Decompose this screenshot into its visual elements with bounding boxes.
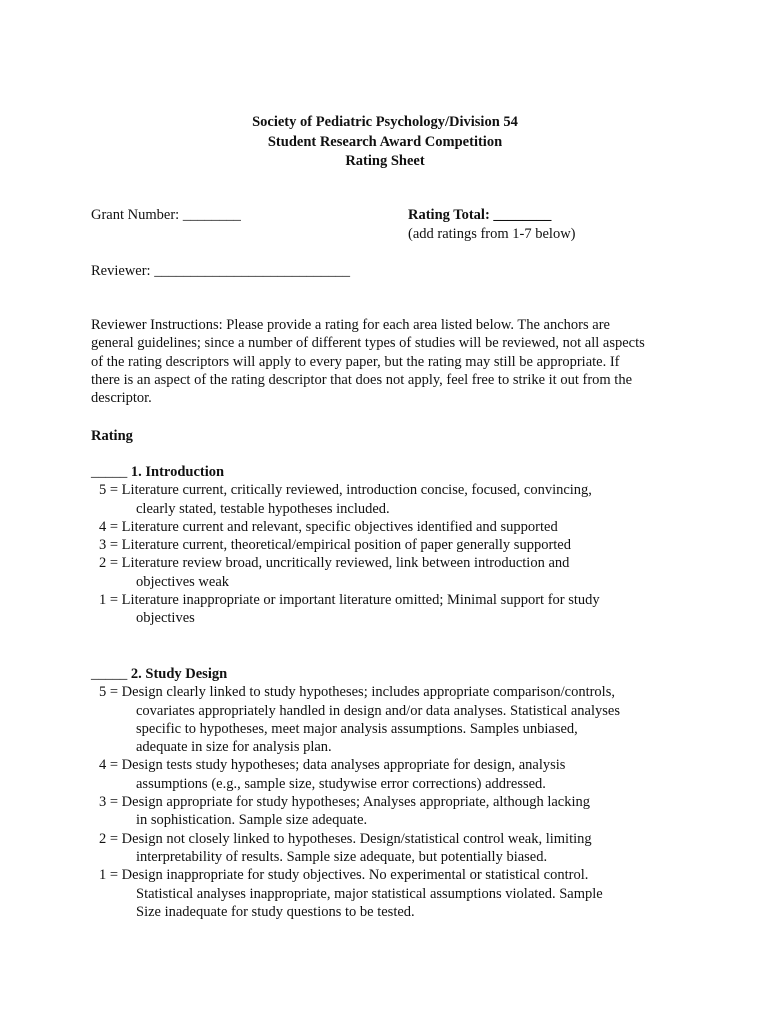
rating-anchor: 2 = Literature review broad, uncritically reviewed, link between introduction and: [99, 555, 570, 572]
rating-total-blank[interactable]: ________: [493, 207, 552, 223]
grant-number-blank[interactable]: ________: [182, 207, 241, 223]
rating-anchor: 1 = Literature inappropriate or important literature omitted; Minimal support for study: [99, 592, 600, 609]
section-introduction: [91, 463, 711, 628]
header-competition: Student Research Award Competition: [267, 133, 503, 150]
rating-anchor-continued: objectives: [136, 610, 195, 627]
rating-anchor-continued: Statistical analyses inappropriate, major statistical assumptions violated. Sample: [136, 885, 603, 902]
instructions-line: of the rating descriptors will apply to every paper, but the rating may still be appropriate. If: [91, 353, 620, 370]
header-title: Rating Sheet: [345, 153, 425, 169]
rating-anchor: 4 = Literature current and relevant, specific objectives identified and supported: [99, 518, 558, 535]
rating-blank[interactable]: _____: [91, 666, 128, 682]
grant-number-label: Grant Number:: [91, 207, 180, 223]
reviewer-instructions: [91, 316, 691, 407]
rating-anchor: 5 = Literature current, critically reviewed, introduction concise, focused, convincing,: [99, 482, 592, 499]
rating-anchor: 5 = Design clearly linked to study hypotheses; includes appropriate comparison/controls,: [99, 684, 615, 701]
rating-anchor-continued: Size inadequate for study questions to be tested.: [136, 903, 415, 920]
instructions-line: general guidelines; since a number of different types of studies will be reviewed, not all aspects: [91, 335, 645, 352]
rating-total-label: Rating Total:: [408, 207, 490, 223]
rating-blank[interactable]: _____: [91, 464, 128, 480]
rating-anchor-continued: clearly stated, testable hypotheses included.: [136, 500, 390, 517]
rating-anchor: 2 = Design not closely linked to hypotheses. Design/statistical control weak, limiting: [99, 830, 592, 847]
section-title: [91, 463, 711, 481]
instructions-line: there is an aspect of the rating descriptor that does not apply, feel free to strike it out from the: [91, 371, 633, 388]
rating-anchor-continued: assumptions (e.g., sample size, studywise error corrections) addressed.: [136, 775, 546, 792]
rating-anchor: 3 = Literature current, theoretical/empirical position of paper generally supported: [99, 537, 571, 554]
rating-anchor: 1 = Design inappropriate for study objectives. No experimental or statistical control.: [99, 867, 589, 884]
document-header: [0, 113, 770, 172]
reviewer-field: [91, 262, 350, 280]
reviewer-blank[interactable]: ___________________________: [154, 263, 350, 279]
rating-anchor-continued: objectives weak: [136, 573, 230, 590]
rating-total-note: (add ratings from 1-7 below): [408, 226, 576, 242]
rating-anchor-continued: adequate in size for analysis plan.: [136, 739, 332, 756]
instructions-line: descriptor.: [91, 390, 152, 407]
rating-anchor-continued: interpretability of results. Sample size adequate, but potentially biased.: [136, 848, 548, 865]
section-name: 1. Introduction: [130, 464, 225, 480]
rating-anchor: 3 = Design appropriate for study hypotheses; Analyses appropriate, although lacking: [99, 794, 590, 811]
rating-anchor-continued: specific to hypotheses, meet major analysis assumptions. Samples unbiased,: [136, 720, 578, 737]
section-study-design: [91, 665, 711, 921]
reviewer-label: Reviewer:: [91, 263, 151, 279]
header-society: Society of Pediatric Psychology/Division 54: [252, 114, 518, 130]
rating-total-field: [408, 206, 551, 224]
rating-heading: Rating: [91, 428, 133, 444]
grant-number-field: [91, 206, 241, 224]
rating-anchor-continued: covariates appropriately handled in design and/or data analyses. Statistical analyses: [136, 702, 620, 719]
section-name: 2. Study Design: [130, 666, 228, 682]
rating-anchor-continued: in sophistication. Sample size adequate.: [136, 812, 368, 829]
instructions-line: Reviewer Instructions: Please provide a rating for each area listed below. The anchors are: [91, 317, 610, 333]
rating-anchor: 4 = Design tests study hypotheses; data analyses appropriate for design, analysis: [99, 757, 566, 774]
section-title: [91, 665, 711, 683]
